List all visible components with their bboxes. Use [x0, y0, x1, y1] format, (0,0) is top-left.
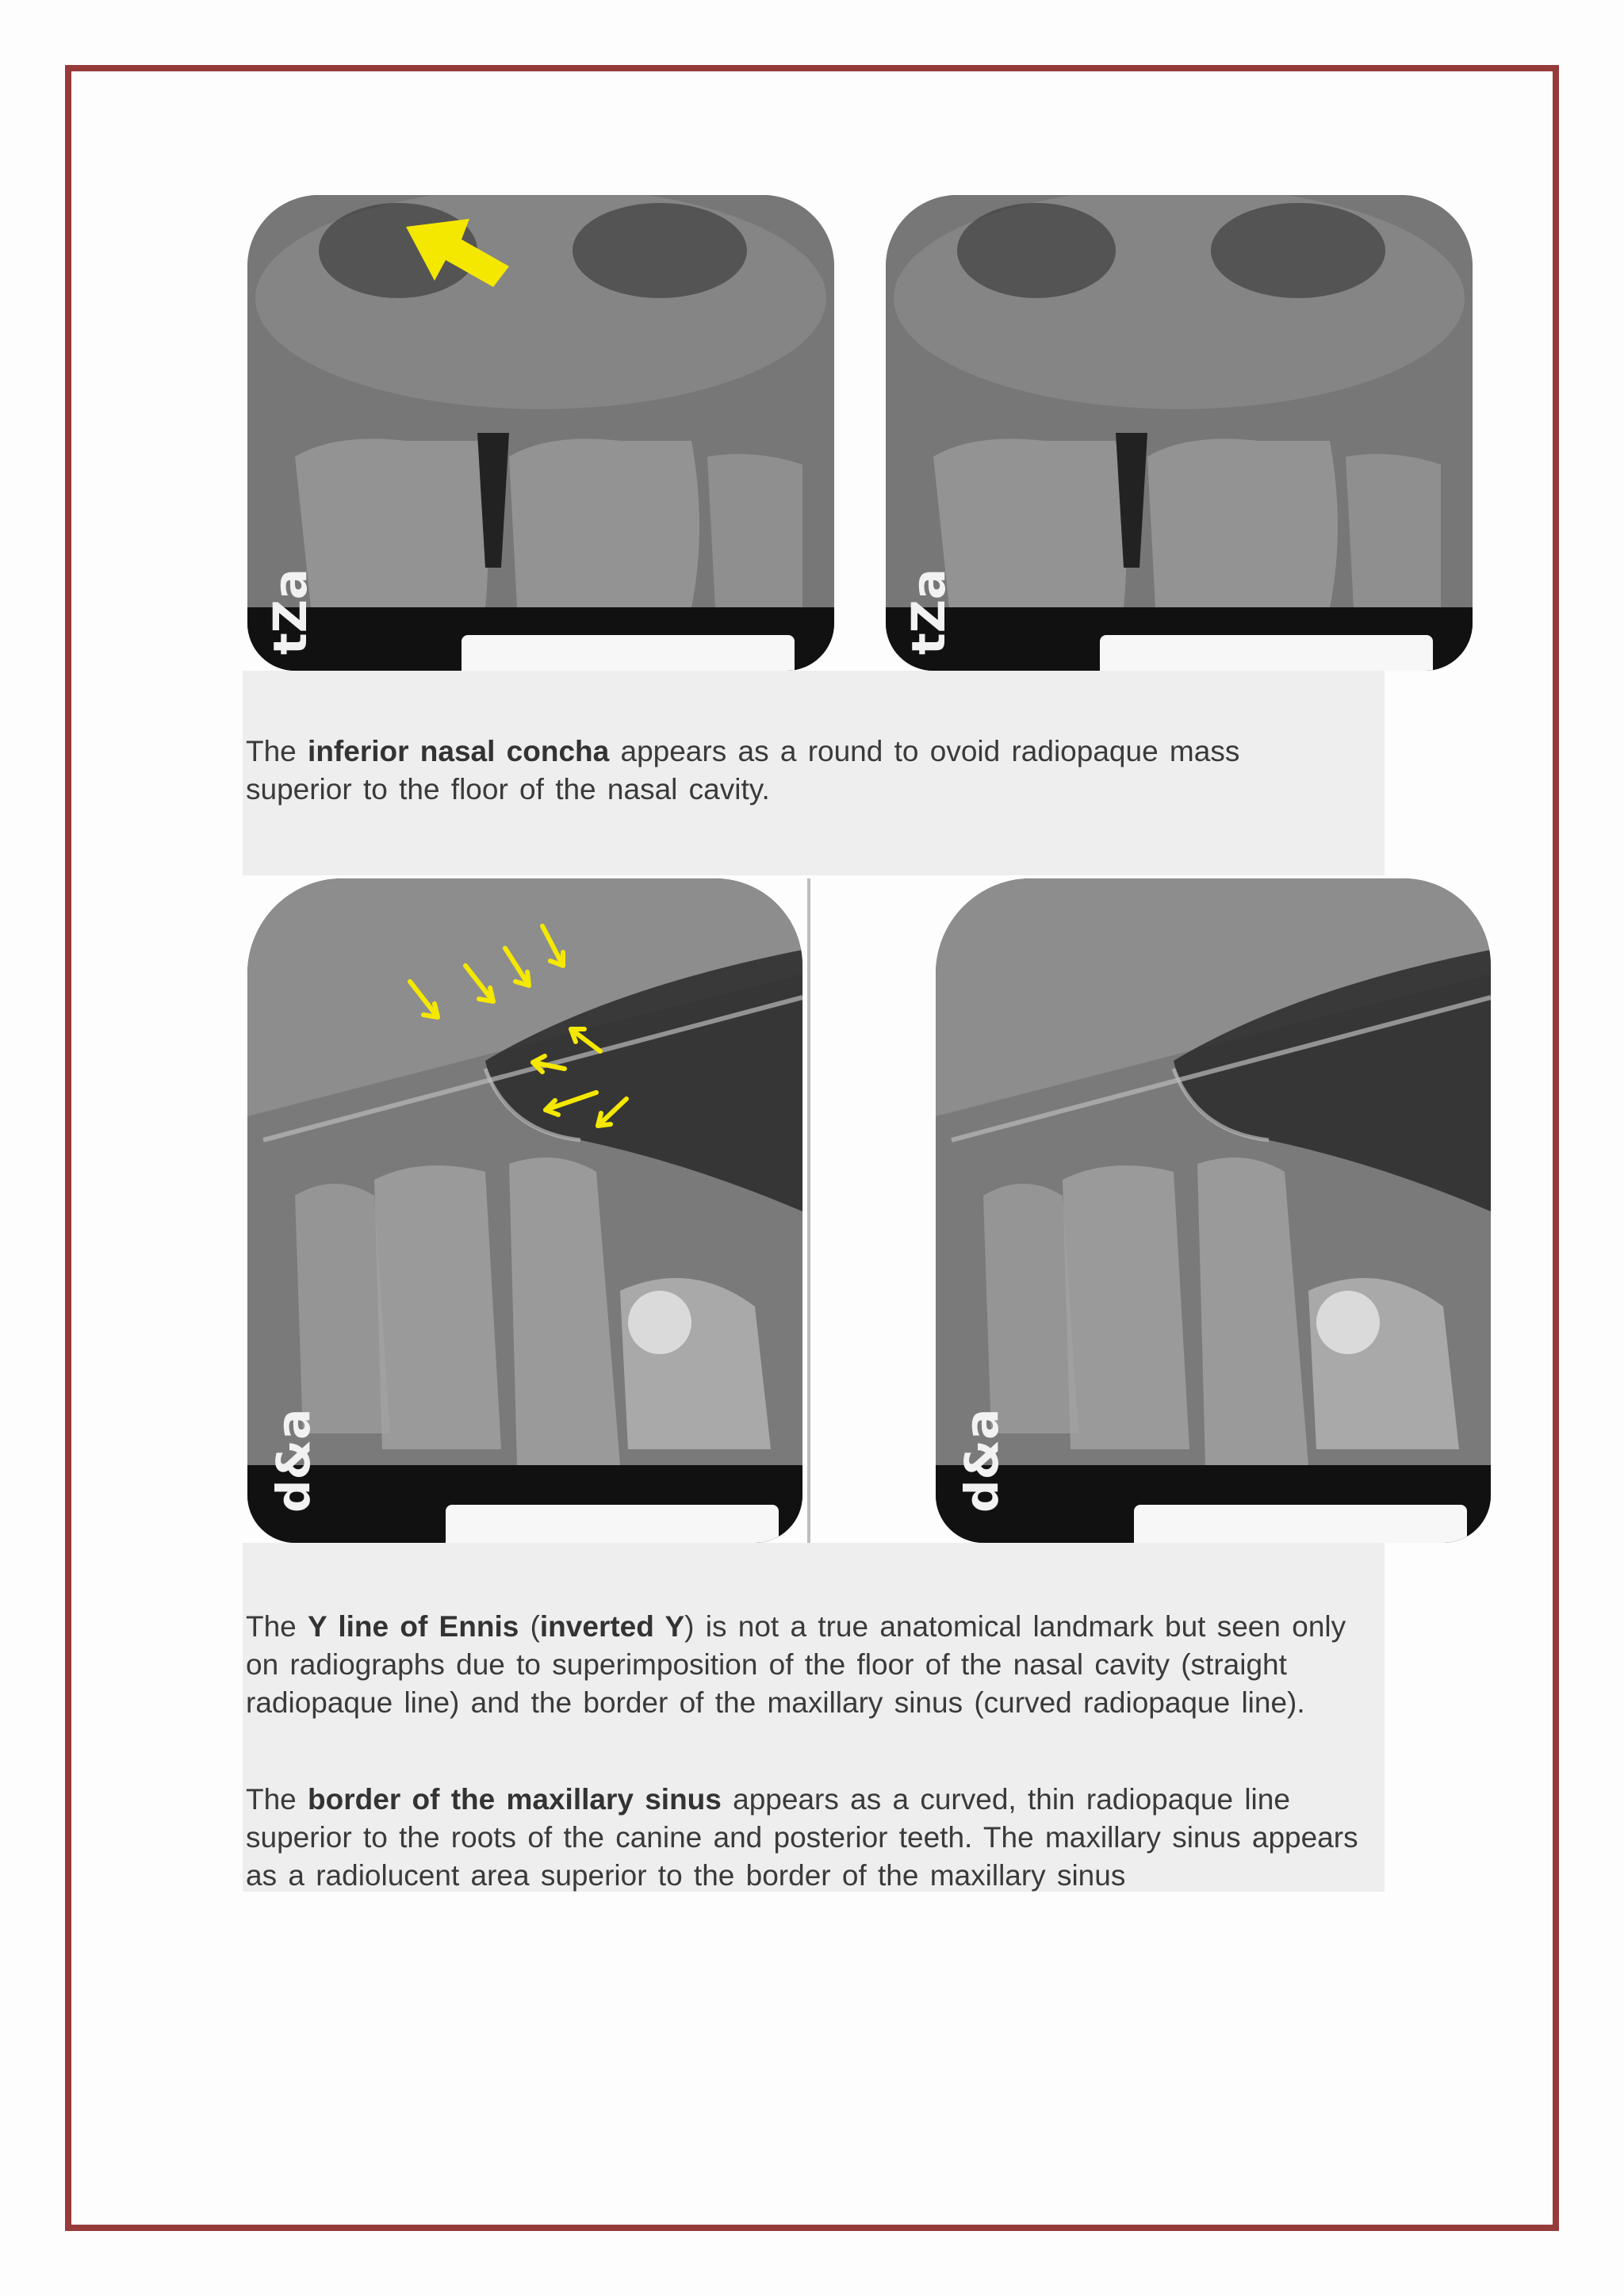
image-divider	[807, 878, 810, 1543]
film-label-tab	[1134, 1505, 1467, 1543]
film-label-tab	[462, 635, 795, 671]
radiograph-plain	[886, 195, 1473, 671]
figure-2	[247, 878, 1491, 1543]
radiograph-annotated	[247, 878, 802, 1543]
caption-inferior-nasal-concha: The inferior nasal concha appears as a round to ovoid radiopaque mass superior to the floor of the nasal cavity.	[246, 735, 1240, 806]
caption-y-line-of-ennis: The Y line of Ennis (inverted Y) is not a true anatomical landmark but seen only on radiographs due to superimposition of the floor of the nasal cavity (straight radiopaque line) and the border of the maxillary sinus (curved radiopaque line).	[246, 1610, 1346, 1719]
film-stamp: tZa	[902, 568, 956, 655]
radiograph-plain	[936, 878, 1491, 1543]
radiograph-annotated	[247, 195, 834, 671]
film-stamp: d&a	[266, 1408, 320, 1513]
film-label-tab	[446, 1505, 779, 1543]
caption-maxillary-sinus-border: The border of the maxillary sinus appears as a curved, thin radiopaque line superior to the roots of the canine and posterior teeth. The maxillary sinus appears as a radiolucent area superior to the border of the maxillary sinus	[246, 1783, 1358, 1892]
film-stamp: tZa	[263, 568, 317, 655]
figure-1	[247, 195, 1481, 671]
film-label-tab	[1100, 635, 1433, 671]
film-stamp: d&a	[955, 1408, 1009, 1513]
